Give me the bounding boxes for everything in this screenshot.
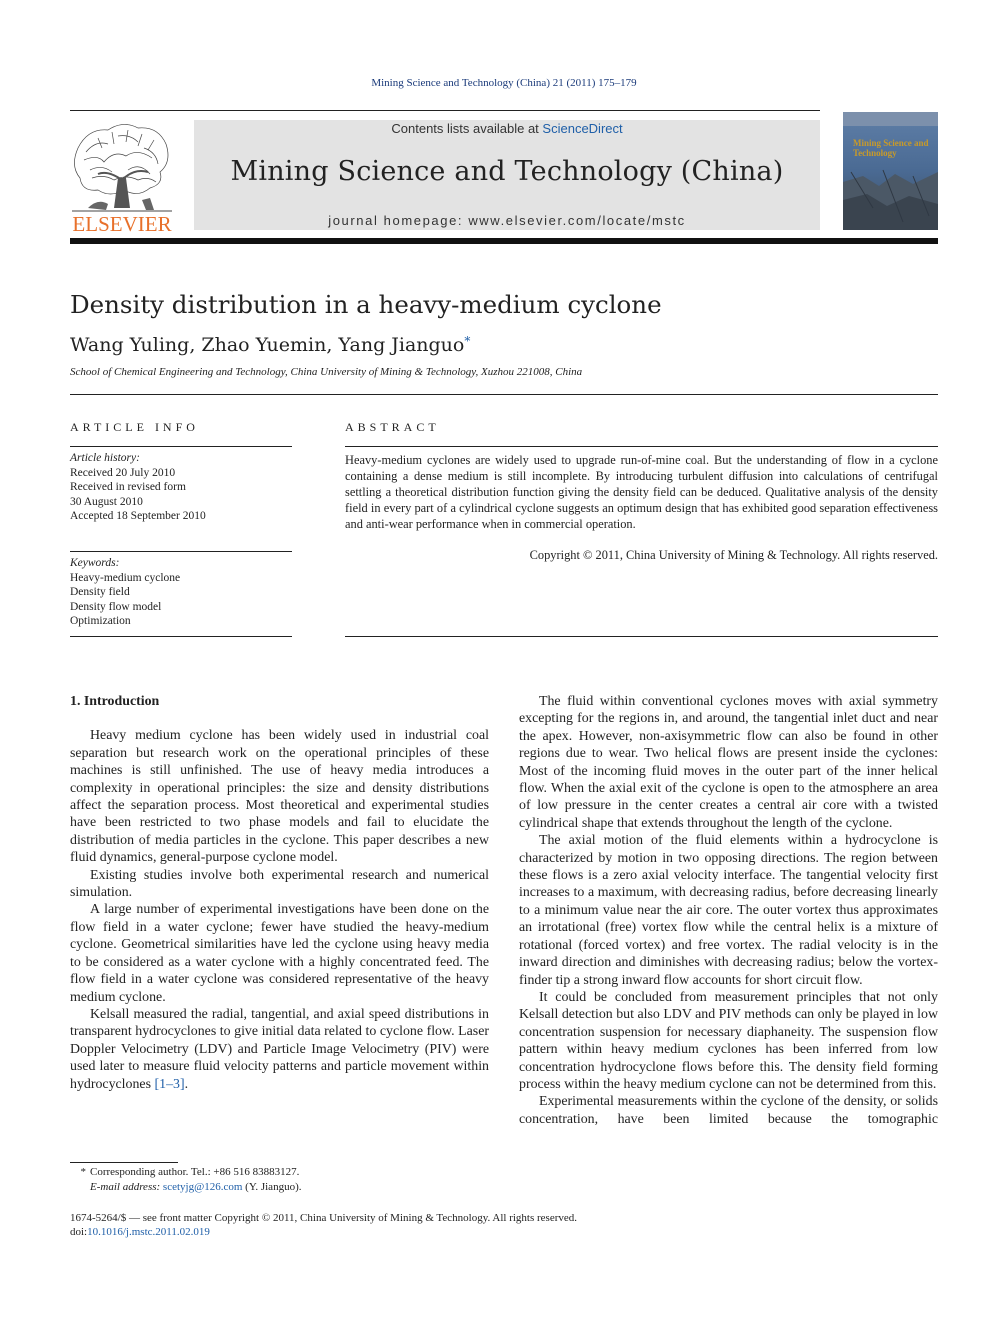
email-link[interactable]: scetyjg@126.com — [162, 1181, 243, 1193]
contents-line — [194, 121, 820, 136]
body-left-column — [70, 693, 489, 1093]
keyword-item: Heavy-medium cyclone — [70, 571, 181, 584]
article-info-end-rule — [70, 636, 292, 637]
author-list — [70, 334, 470, 356]
header-top-rule — [70, 110, 820, 111]
doi-link[interactable]: 10.1016/j.mstc.2011.02.019 — [87, 1226, 210, 1238]
authors-text: Wang Yuling, Zhao Yuemin, Yang Jianguo — [70, 334, 465, 356]
keyword-item: Density flow model — [70, 600, 162, 613]
keywords-rule — [70, 551, 292, 552]
journal-homepage[interactable]: journal homepage: www.elsevier.com/locate/mstc — [328, 213, 686, 228]
article-history — [70, 451, 292, 524]
title-rule — [70, 394, 938, 395]
body-paragraph-text: Kelsall measured the radial, tangential, and axial speed distributions in transparent hydrocyclones to give initial data related to cyclone flow. Laser Doppler Velocimetry (LDV) and Particle Image Velocimetry (PIV) were used later to measure fluid velocity patterns and particle movement within hydrocyclones — [70, 1006, 489, 1092]
corresponding-author-text: Corresponding author. Tel.: +86 516 83883127. — [90, 1166, 300, 1178]
keywords-label: Keywords: — [70, 557, 120, 569]
email-owner: (Y. Jianguo). — [245, 1181, 302, 1193]
article-title: Density distribution in a heavy-medium cyclone — [70, 290, 662, 319]
history-item: Received 20 July 2010 — [70, 466, 176, 479]
header-bottom-rule — [70, 238, 938, 244]
body-paragraph: Heavy medium cyclone has been widely used in industrial coal separation but research work on the operational principles of these machines is still unfinished. The use of heavy media introduces a complexity in operational principles: the size and density distributions affect the separation process. Most theoretical and experimental studies have been restricted to two phase models and fail to elucidate the distribution of media particles in the cyclone. This paper describes a new fluid dynamics, general-purpose cyclone model. — [70, 728, 489, 866]
history-item: Received in revised form — [70, 481, 186, 494]
abstract-end-rule — [345, 636, 938, 637]
article-info-heading: ARTICLE INFO — [70, 420, 199, 434]
sciencedirect-link[interactable]: ScienceDirect — [542, 121, 623, 136]
body-paragraph: A large number of experimental investigations have been done on the flow field in a water cyclone; fewer have studied the heavy-medium cyclone. Geometrical similarities have led the cyclone using heavy media to be considered as a water cyclone with a highly concentrated feed. The flow field in a water cyclone was considered representative of the heavy medium cyclone. — [70, 902, 489, 1005]
journal-cover-thumbnail[interactable] — [843, 112, 938, 230]
elsevier-wordmark: ELSEVIER — [72, 212, 172, 234]
history-item: Accepted 18 September 2010 — [70, 510, 206, 523]
body-paragraph: The axial motion of the fluid elements within a hydrocyclone is characterized by motion in two opposing directions. The region between these flows is a zero axial velocity interface. The tangential velocity first increases to a maximum, with decreasing radius, before decreasing linearly to a minimum value near the air core. The outer vortex thus approximates an irrotational (free) vortex flow while the central helix is a mixture of rotational (forced vortex) and free vortex. The radial velocity is in the inward direction and diminishes with decreasing radius; below the vortex-finder tip a strong inward flow accounts for short circuit flow. — [519, 833, 938, 988]
body-paragraph: It could be concluded from measurement principles that not only Kelsall detection but also LDV and PIV methods can only be played in low concentration suspension for necessary diaphaneity. The suspension flow pattern within heavy medium cyclones has been inferred from low concentration hydrocyclone flows before this. The density field forming process within the heavy medium cyclone can not be determined from this. — [519, 989, 938, 1092]
body-paragraph: The fluid within conventional cyclones moves with axial symmetry excepting for the regions in, and around, the tangential inlet duct and near the apex. However, non-axisymmetric flow can also be found in other regions due to wear. Two helical flows are present inside the cyclones: Most of the incoming fluid moves in the outer part of the inner helical flow. When the axial exit of the cyclone is open to the atmosphere an area of low pressure in the center creates a central air core with a twisted cylindrical shape that extends throughout the length of the cyclone. — [519, 694, 938, 831]
body-right-column — [519, 693, 938, 1128]
issn-line: 1674-5264/$ — see front matter Copyright © 2011, China University of Mining & Technology. All rights reserved. — [70, 1212, 577, 1224]
section-heading-introduction: 1. Introduction — [70, 694, 160, 709]
keyword-item: Density field — [70, 586, 130, 599]
corresponding-author-mark[interactable]: * — [464, 334, 471, 348]
history-item: 30 August 2010 — [70, 495, 143, 508]
cover-image-icon — [843, 112, 938, 230]
email-label: E-mail address: — [90, 1181, 161, 1193]
body-paragraph: Existing studies involve both experimental research and numerical simulation. — [70, 867, 489, 901]
abstract-text: Heavy-medium cyclones are widely used to upgrade run-of-mine coal. But the understanding of flow in a cyclone containing a dense medium is still incomplete. By introducing turbulent diffusion into calculations of centrifugal settling a theoretical distribution function giving the density field can be deduced. Qualitative analysis of the density field in every part of a cylindrical cyclone suggests an optimum design that has exhibited good separation effectiveness and anti-wear performance when in commercial operation. — [345, 453, 938, 531]
history-label: Article history: — [70, 452, 140, 464]
journal-citation[interactable]: Mining Science and Technology (China) 21 (2011) 175–179 — [371, 77, 637, 89]
footnote-mark: * — [80, 1166, 86, 1178]
elsevier-tree-icon — [68, 118, 176, 234]
keyword-item: Optimization — [70, 615, 131, 628]
corresponding-author-note — [70, 1166, 299, 1178]
email-note — [90, 1181, 301, 1193]
affiliation: School of Chemical Engineering and Technology, China University of Mining & Technology, Xuzhou 221008, China — [70, 366, 583, 378]
doi-line — [70, 1226, 210, 1238]
journal-title[interactable]: Mining Science and Technology (China) — [230, 156, 784, 187]
reference-link[interactable]: [1–3] — [154, 1076, 185, 1092]
contents-prefix: Contents lists available at — [391, 121, 539, 136]
abstract-copyright: Copyright © 2011, China University of Mining & Technology. All rights reserved. — [529, 548, 938, 562]
abstract-heading: ABSTRACT — [345, 420, 440, 434]
footnote-rule — [70, 1162, 178, 1163]
doi-label: doi: — [70, 1226, 88, 1238]
cover-title: Mining Science and Technology — [853, 138, 929, 158]
body-paragraph: Kelsall measured the radial, tangential, and axial speed distributions in transparent hydrocyclones to give initial data related to cyclone flow. Laser Doppler Velocimetry (LDV) and Particle Image Velocimetry (PIV) were used later to measure fluid velocity patterns and particle movement within hydrocyclones [1–3]. — [70, 1006, 489, 1092]
keywords — [70, 556, 292, 629]
journal-banner — [194, 120, 820, 230]
body-paragraph: Experimental measurements within the cyclone of the density, or solids concentration, have been limited because the tomographic — [519, 1094, 938, 1127]
abstract-rule — [345, 446, 938, 447]
elsevier-logo[interactable] — [68, 118, 176, 234]
article-info-rule — [70, 446, 292, 447]
